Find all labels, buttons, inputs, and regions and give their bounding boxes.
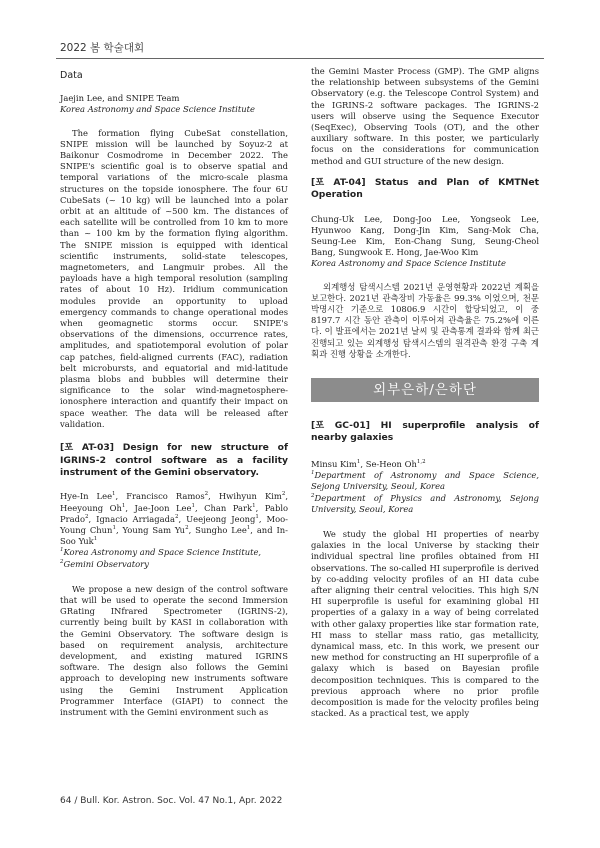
at04-abstract: 외계행성 탐색시스템 2021년 운영현황과 2022년 계획을 보고한다. 2021년 관측장비 가동율은 99.3% 이었으며, 천문박명시간 기준으로 10806.9 시간이 할당되었고, 이 중 8197.7 시간 동안 관측이 이루어져 관측율은 75.2%에 이른다. 이 발표에서는 2021년 날씨 및 관측통계 결과와 함께 최근 진행되고 있는 외계행성 탐색시스템의 원격관측 환경 구축 계획과 진행 상황을 소개한다. [311,281,539,359]
gc01-authors [311,459,539,470]
snipe-abstract: The formation flying CubeSat constellation, SNIPE mission will be launched by Soyuz-2 at Baikonur Cosmodrome in December 2022. The SNIPE's scientific goal is to observe spatial and temporal variations of the micro-scale plasma structures on the topside ionosphere. The four 6U CubeSats (~ 10 kg) will be launched into a polar orbit at an altitude of ~500 km. The distances of each satellite will be controlled from 10 km to more than ~ 100 km by the formation flying algorithm. The SNIPE mission is equipped with identical scientific instruments, solid-state telescopes, magnetometers, and Langmuir probes. All the payloads have a high temporal resolution (sampling rates of about 10 Hz). Iridium communication modules provide an opportunity to upload emergency commands to change operational modes when geomagnetic storms occur. SNIPE's observations of the dimensions, occurrence rates, amplitudes, and spatiotemporal evolution of polar cap patches, field-aligned currents (FAC), radiation belt microbursts, and equatorial and mid-latitude plasma blobs and bubbles will determine their significance to the solar wind-magnetosphere-ionosphere interaction and quantify their impact on space weather. The data will be released after validation. [60,127,288,429]
header-rule [56,58,544,59]
at03-abstract-continued: the Gemini Master Process (GMP). The GMP aligns the relationship between subsystems of the Gemini Observatory (e.g. the Telescope Control System) and the IGRINS-2 software packages. The IGRINS-2 users will observe using the Sequence Executor (SeqExec), Observing Tools (OT), and the other auxiliary software. In this poster, we particularly focus on the considerations for communication method and GUI structure of the new design. [311,66,539,166]
author-name: Hwihyun Kim [218,491,282,502]
author-sup: 1 [121,502,126,509]
affiliation-sup: 2 [60,558,64,565]
at04-authors: Chung-Uk Lee, Dong-Joo Lee, Yongseok Lee, Hyunwoo Kang, Dong-Jin Kim, Sang-Mok Cha, Seung-Lee Kim, Eon-Chang Sung, Seung-Cheol Bang, Sungwook E. Hong, Jae-Woo Kim [311,213,539,258]
author-name: Heeyoung Oh [60,502,122,513]
author-sup: 1 [112,525,116,532]
author-name: In-Soo Yuk [60,524,288,547]
gc01-affiliation-2 [311,493,539,515]
at04-title: [포 AT-04] Status and Plan of KMTNet Operation [311,176,539,201]
author-sup: 1 [246,525,251,532]
author-sup: 2 [204,491,209,498]
page-footer: 64 / Bull. Kor. Astron. Soc. Vol. 47 No.1, Apr. 2022 [60,796,283,806]
author-sup: 2 [281,491,286,498]
author-name: Pablo Prado [60,502,289,524]
author-sup: 1 [112,491,116,498]
author-name: Hye-In Lee [60,491,113,502]
gc01-title: [포 GC-01] HI superprofile analysis of nearby galaxies [311,420,539,444]
left-column [60,66,288,718]
right-column [311,66,539,719]
at03-title: [포 AT-03] Design for new structure of IGRINS-2 control software as a facility instrument of the Gemini observatory. [60,442,288,478]
at03-affiliation-1 [60,547,288,558]
affiliation-text: Department of Physics and Astronomy, Sejong University, Seoul, Korea [311,492,539,514]
section-heading: Data [60,70,83,81]
author-name: Jae-Joon Lee [134,502,192,513]
author-name: Moo-Young Chun [60,513,289,535]
author-name: Young Sam Yu [122,524,186,535]
author-sup: 1,2 [416,459,426,466]
author-name: Ueejeong Jeong [186,513,256,524]
affiliation-sup: 1 [311,470,315,477]
author-sup: 1 [191,502,195,509]
author-sup: 1 [356,459,361,466]
author-sup: 1 [252,502,256,509]
author-separator: , [360,458,366,469]
snipe-authors: Jaejin Lee, and SNIPE Team [60,93,180,104]
author-name: Minsu Kim [311,458,357,469]
affiliation-sup: 1 [60,547,64,554]
at03-abstract: We propose a new design of the control software that will be used to operate the second Immersion GRating INfrared Spectrometer (IGRINS-2), currently being built by KASI in collaboration with the Gemini Observatory. The software design is based on requirement analysis, architecture development, and existing matured IGRINS software. The design also follows the Gemini approach to developing new instruments software using the Gemini Instrument Application Programmer Interface (GIAPI) to connect the instrument with the Gemini environment such as [60,583,288,717]
author-sup: 2 [185,525,189,532]
section-banner: 외부은하/은하단 [311,378,539,402]
affiliation-text: Department of Astronomy and Space Science, Sejong University, Seoul, Korea [311,470,539,492]
affiliation-text: Korea Astronomy and Space Science Institute, [63,547,262,558]
author-sup: 2 [174,513,179,520]
snipe-affiliation: Korea Astronomy and Space Science Institute [60,104,255,115]
author-sup: 1 [255,513,259,520]
affiliation-sup: 2 [311,492,315,499]
gc01-abstract: We study the global HI properties of nearby galaxies in the local Universe by stacking their individual spectral line profiles obtained from HI observations. The so-called HI superprofile is derived by co-adding velocity profiles of an HI data cube after aligning their central velocities. This high S/N HI superprofile is useful for examining global HI properties of a galaxy in a way of being correlated with other galaxy properties like star formation rate, HI mass to stellar mass ratio, gas metallicity, dynamical mass, etc. In this work, we present our new method for constructing an HI superprofile of a galaxy which is based on Bayesian profile decomposition techniques. This is compared to the previous approach where no prior profile decomposition is made for the velocity profiles being stacked. As a practical test, we apply [311,528,539,719]
author-sup: 1 [93,536,98,543]
journal-header: 2022 봄 학술대회 [60,42,145,54]
author-name: Ignacio Arriagada [96,513,175,524]
author-name: Sungho Lee [195,524,247,535]
author-name: Chan Park [204,502,253,513]
at04-affiliation: Korea Astronomy and Space Science Institute [311,258,506,269]
gc01-affiliation-1 [311,470,539,492]
affiliation-text: Gemini Observatory [63,558,149,569]
at03-affiliation-2 [60,559,288,570]
author-name: Se-Heon Oh [365,458,417,469]
author-sup: 2 [85,513,89,520]
author-name: Francisco Ramos [126,491,205,502]
at03-authors: Hye-In Lee$^1$, Francisco Ramos$^2$, Hwihyun Kim$^2$, Heeyoung Oh$^1$, Jae-Joon Lee$^1$, Chan Park$^1$, Pablo Prado$^2$, Ignacio Arriagada$^2$, Ueejeong Jeong$^1$, Moo-Young Chun$^1$, Young Sam Yu$^2$, Sungho Lee$^1$, and In-Soo Yuk$^1$ [60,491,289,547]
